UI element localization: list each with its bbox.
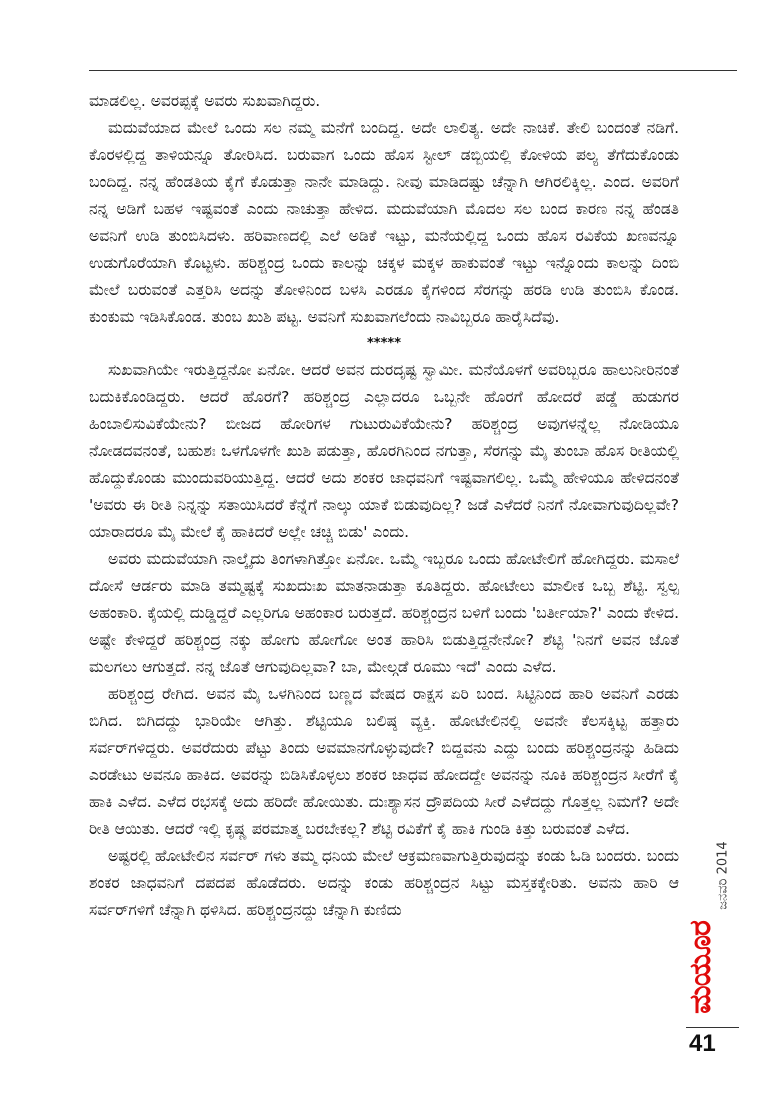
magazine-logo xyxy=(682,921,718,1014)
paragraph: ಮದುವೆಯಾದ ಮೇಲೆ ಒಂದು ಸಲ ನಮ್ಮ ಮನೆಗೆ ಬಂದಿದ್ದ. ಅದೇ ಲಾಲಿತ್ಯ. ಅದೇ ನಾಚಿಕೆ. ತೇಲಿ ಬಂದಂತೆ ನಡಿಗೆ. ಕೊರಳಲ್ಲಿದ್ದ ತಾಳಿಯನ್ನೂ ತೋರಿಸಿದ. ಬರುವಾಗ ಒಂದು ಹೊಸ ಸ್ಟೀಲ್ ಡಬ್ಬಿಯಲ್ಲಿ ಕೋಳಿಯ ಪಲ್ಯ ತೆಗೆದುಕೊಂಡು ಬಂದಿದ್ದ. ನನ್ನ ಹೆಂಡತಿಯ ಕೈಗೆ ಕೊಡುತ್ತಾ ನಾನೇ ಮಾಡಿದ್ದು. ನೀವು ಮಾಡಿದಷ್ಟು ಚೆನ್ನಾಗಿ ಆಗಿರಲಿಕ್ಕಿಲ್ಲ. ಎಂದ. ಅವರಿಗೆ ನನ್ನ ಅಡಿಗೆ ಬಹಳ ಇಷ್ಟವಂತೆ ಎಂದು ನಾಚುತ್ತಾ ಹೇಳಿದ. ಮದುವೆಯಾಗಿ ಮೊದಲ ಸಲ ಬಂದ ಕಾರಣ ನನ್ನ ಹೆಂಡತಿ ಅವನಿಗೆ ಉಡಿ ತುಂಬಿಸಿದಳು. ಹರಿವಾಣದಲ್ಲಿ ಎಲೆ ಅಡಿಕೆ ಇಟ್ಟು, ಮನೆಯಲ್ಲಿದ್ದ ಒಂದು ಹೊಸ ರವಿಕೆಯ ಖಣವನ್ನೂ ಉಡುಗೊರೆಯಾಗಿ ಕೊಟ್ಟಳು. ಹರಿಶ್ಚಂದ್ರ ಒಂದು ಕಾಲನ್ನು ಚಕ್ಕಳ ಮಕ್ಕಳ ಹಾಕುವಂತೆ ಇಟ್ಟು ಇನ್ನೊಂದು ಕಾಲನ್ನು ದಿಂಬಿ ಮೇಲೆ ಬರುವಂತೆ ಎತ್ತರಿಸಿ ಅದನ್ನು ತೋಳಿನಿಂದ ಬಳಸಿ ಎರಡೂ ಕೈಗಳಿಂದ ಸೆರಗನ್ನು ಹರಡಿ ಉಡಿ ತುಂಬಿಸಿ ಕೊಂಡ. ಕುಂಕುಮ ಇಡಿಸಿಕೊಂಡ. ತುಂಬ ಖುಶಿ ಪಟ್ಟ. ಅವನಿಗೆ ಸುಖವಾಗಲೆಂದು ನಾವಿಬ್ಬರೂ ಹಾರೈಸಿದೆವು. xyxy=(89,119,679,326)
section-separator: ***** xyxy=(367,336,401,351)
page-number: 41 xyxy=(689,1030,716,1057)
magazine-name: ಮಯೂರ xyxy=(682,921,718,1014)
issue-date: ಜನವರಿ 2014 xyxy=(715,840,731,910)
paragraph: ಅಷ್ಟರಲ್ಲಿ ಹೋಟೇಲಿನ ಸರ್ವರ್ ಗಳು ತಮ್ಮ ಧನಿಯ ಮೇಲೆ ಆಕ್ರಮಣವಾಗುತ್ತಿರುವುದನ್ನು ಕಂಡು ಓಡಿ ಬಂದರು. ಬಂದು ಶಂಕರ ಜಾಧವನಿಗೆ ದಪದಪ ಹೊಡೆದರು. ಅದನ್ನು ಕಂಡು ಹರಿಶ್ಚಂದ್ರನ ಸಿಟ್ಟು ಮಸ್ತಕಕ್ಕೇರಿತು. ಅವನು ಹಾರಿ ಆ ಸರ್ವರ್‌ಗಳಿಗೆ ಚೆನ್ನಾಗಿ ಥಳಿಸಿದ. ಹರಿಶ್ಚಂದ್ರನದ್ದು ಚೆನ್ನಾಗಿ ಕುಣಿದು xyxy=(89,847,679,919)
header-rule xyxy=(89,70,737,71)
paragraph: ಹರಿಶ್ಚಂದ್ರ ರೇಗಿದ. ಅವನ ಮೈ ಒಳಗಿನಿಂದ ಬಣ್ಣದ ವೇಷದ ರಾಕ್ಷಸ ಏರಿ ಬಂದ. ಸಿಟ್ಟಿನಿಂದ ಹಾರಿ ಅವನಿಗೆ ಎರಡು ಬಿಗಿದ. ಬಿಗಿದದ್ದು ಭಾರಿಯೇ ಆಗಿತ್ತು. ಶೆಟ್ಟಿಯೂ ಬಲಿಷ್ಠ ವ್ಯಕ್ತಿ. ಹೋಟೇಲಿನಲ್ಲಿ ಅವನೇ ಕೆಲಸಕ್ಕಿಟ್ಟ ಹತ್ತಾರು ಸರ್ವರ್‌ಗಳಿದ್ದರು. ಅವರೆದುರು ಪೆಟ್ಟು ತಿಂದು ಅವಮಾನಗೊಳ್ಳುವುದೇ? ಬಿದ್ದವನು ಎದ್ದು ಬಂದು ಹರಿಶ್ಚಂದ್ರನನ್ನು ಹಿಡಿದು ಎರಡೇಟು ಅವನೂ ಹಾಕಿದ. ಅವರನ್ನು ಬಿಡಿಸಿಕೊಳ್ಳಲು ಶಂಕರ ಜಾಧವ ಹೋದದ್ದೇ ಅವನನ್ನು ನೂಕಿ ಹರಿಶ್ಚಂದ್ರನ ಸೀರೆಗೆ ಕೈ ಹಾಕಿ ಎಳೆದ. ಎಳೆದ ರಭಸಕ್ಕೆ ಅದು ಹರಿದೇ ಹೋಯಿತು. ದುಃಶ್ಯಾಸನ ದ್ರೌಪದಿಯ ಸೀರೆ ಎಳೆದದ್ದು ಗೊತ್ತಲ್ಲ ನಿಮಗೆ? ಅದೇ ರೀತಿ ಆಯಿತು. ಆದರೆ ಇಲ್ಲಿ ಕೃಷ್ಣ ಪರಮಾತ್ಮ ಬರಬೇಕಲ್ಲ? ಶೆಟ್ಟಿ ರವಿಕೆಗೆ ಕೈ ಹಾಕಿ ಗುಂಡಿ ಕಿತ್ತು ಬರುವಂತೆ ಎಳೆದ. xyxy=(89,685,679,838)
issue-date-block xyxy=(712,825,734,925)
paragraph: ಸುಖವಾಗಿಯೇ ಇರುತ್ತಿದ್ದನೋ ಏನೋ. ಆದರೆ ಅವನ ದುರದೃಷ್ಟ ಸ್ವಾಮೀ. ಮನೆಯೊಳಗೆ ಅವರಿಬ್ಬರೂ ಹಾಲುನೀರಿನಂತೆ ಬದುಕಿಕೊಂಡಿದ್ದರು. ಆದರೆ ಹೊರಗೆ? ಹರಿಶ್ಚಂದ್ರ ಎಲ್ಲಾದರೂ ಒಬ್ಬನೇ ಹೊರಗೆ ಹೋದರೆ ಪಡ್ಡೆ ಹುಡುಗರ ಹಿಂಬಾಲಿಸುವಿಕೆಯೇನು? ಬೀಜದ ಹೋರಿಗಳ ಗುಟುರುವಿಕೆಯೇನು? ಹರಿಶ್ಚಂದ್ರ ಅವುಗಳನ್ನೆಲ್ಲ ನೋಡಿಯೂ ನೋಡದವನಂತೆ, ಬಹುಶಃ ಒಳಗೊಳಗೇ ಖುಶಿ ಪಡುತ್ತಾ, ಹೊರಗಿನಿಂದ ನಗುತ್ತಾ, ಸೆರಗನ್ನು ಮೈ ತುಂಬಾ ಹೊಸ ರೀತಿಯಲ್ಲಿ ಹೊದ್ದುಕೊಂಡು ಮುಂದುವರಿಯುತ್ತಿದ್ದ. ಆದರೆ ಅದು ಶಂಕರ ಜಾಧವನಿಗೆ ಇಷ್ಟವಾಗಲಿಲ್ಲ. ಒಮ್ಮೆ ಹೇಳಿಯೂ ಹೇಳಿದನಂತೆ 'ಅವರು ಈ ರೀತಿ ನಿನ್ನನ್ನು ಸತಾಯಿಸಿದರೆ ಕೆನ್ನೆಗೆ ನಾಲ್ಕು ಯಾಕೆ ಬಿಡುವುದಿಲ್ಲ? ಜಡೆ ಎಳೆದರೆ ನಿನಗೆ ನೋವಾಗುವುದಿಲ್ಲವೇ? ಯಾರಾದರೂ ಮೈ ಮೇಲೆ ಕೈ ಹಾಕಿದರೆ ಅಲ್ಲೇ ಚಚ್ಚಿ ಬಿಡು' ಎಂದು. xyxy=(89,361,679,541)
paragraph: ಮಾಡಲಿಲ್ಲ. ಅವರಪ್ಪಕ್ಕೆ ಅವರು ಸುಖವಾಗಿದ್ದರು. xyxy=(89,92,321,110)
paragraph: ಅವರು ಮದುವೆಯಾಗಿ ನಾಲ್ಕೈದು ತಿಂಗಳಾಗಿತ್ತೋ ಏನೋ. ಒಮ್ಮೆ ಇಬ್ಬರೂ ಒಂದು ಹೋಟೇಲಿಗೆ ಹೋಗಿದ್ದರು. ಮಸಾಲೆ ದೋಸೆ ಆರ್ಡರು ಮಾಡಿ ತಮ್ಮಷ್ಟಕ್ಕೆ ಸುಖದುಃಖ ಮಾತನಾಡುತ್ತಾ ಕೂತಿದ್ದರು. ಹೋಟೇಲು ಮಾಲೀಕ ಒಬ್ಬ ಶೆಟ್ಟಿ. ಸ್ವಲ್ಪ ಅಹಂಕಾರಿ. ಕೈಯಲ್ಲಿ ದುಡ್ಡಿದ್ದರೆ ಎಲ್ಲರಿಗೂ ಅಹಂಕಾರ ಬರುತ್ತದೆ. ಹರಿಶ್ಚಂದ್ರನ ಬಳಿಗೆ ಬಂದು 'ಬರ್ತೀಯಾ?' ಎಂದು ಕೇಳಿದ. ಅಷ್ಟೇ ಕೇಳಿದ್ದರೆ ಹರಿಶ್ಚಂದ್ರ ನಕ್ಕು ಹೋಗು ಹೋಗೋ ಅಂತ ಹಾರಿಸಿ ಬಿಡುತ್ತಿದ್ದನೇನೋ? ಶೆಟ್ಟಿ 'ನಿನಗೆ ಅವನ ಜೊತೆ ಮಲಗಲು ಆಗುತ್ತದೆ. ನನ್ನ ಜೊತೆ ಆಗುವುದಿಲ್ಲವಾ? ಬಾ, ಮೇಲ್ಗಡೆ ರೂಮು ಇದೆ' ಎಂದು ಎಳೆದ. xyxy=(89,550,679,676)
page-number-rule xyxy=(686,1027,739,1028)
article-body xyxy=(89,88,679,924)
